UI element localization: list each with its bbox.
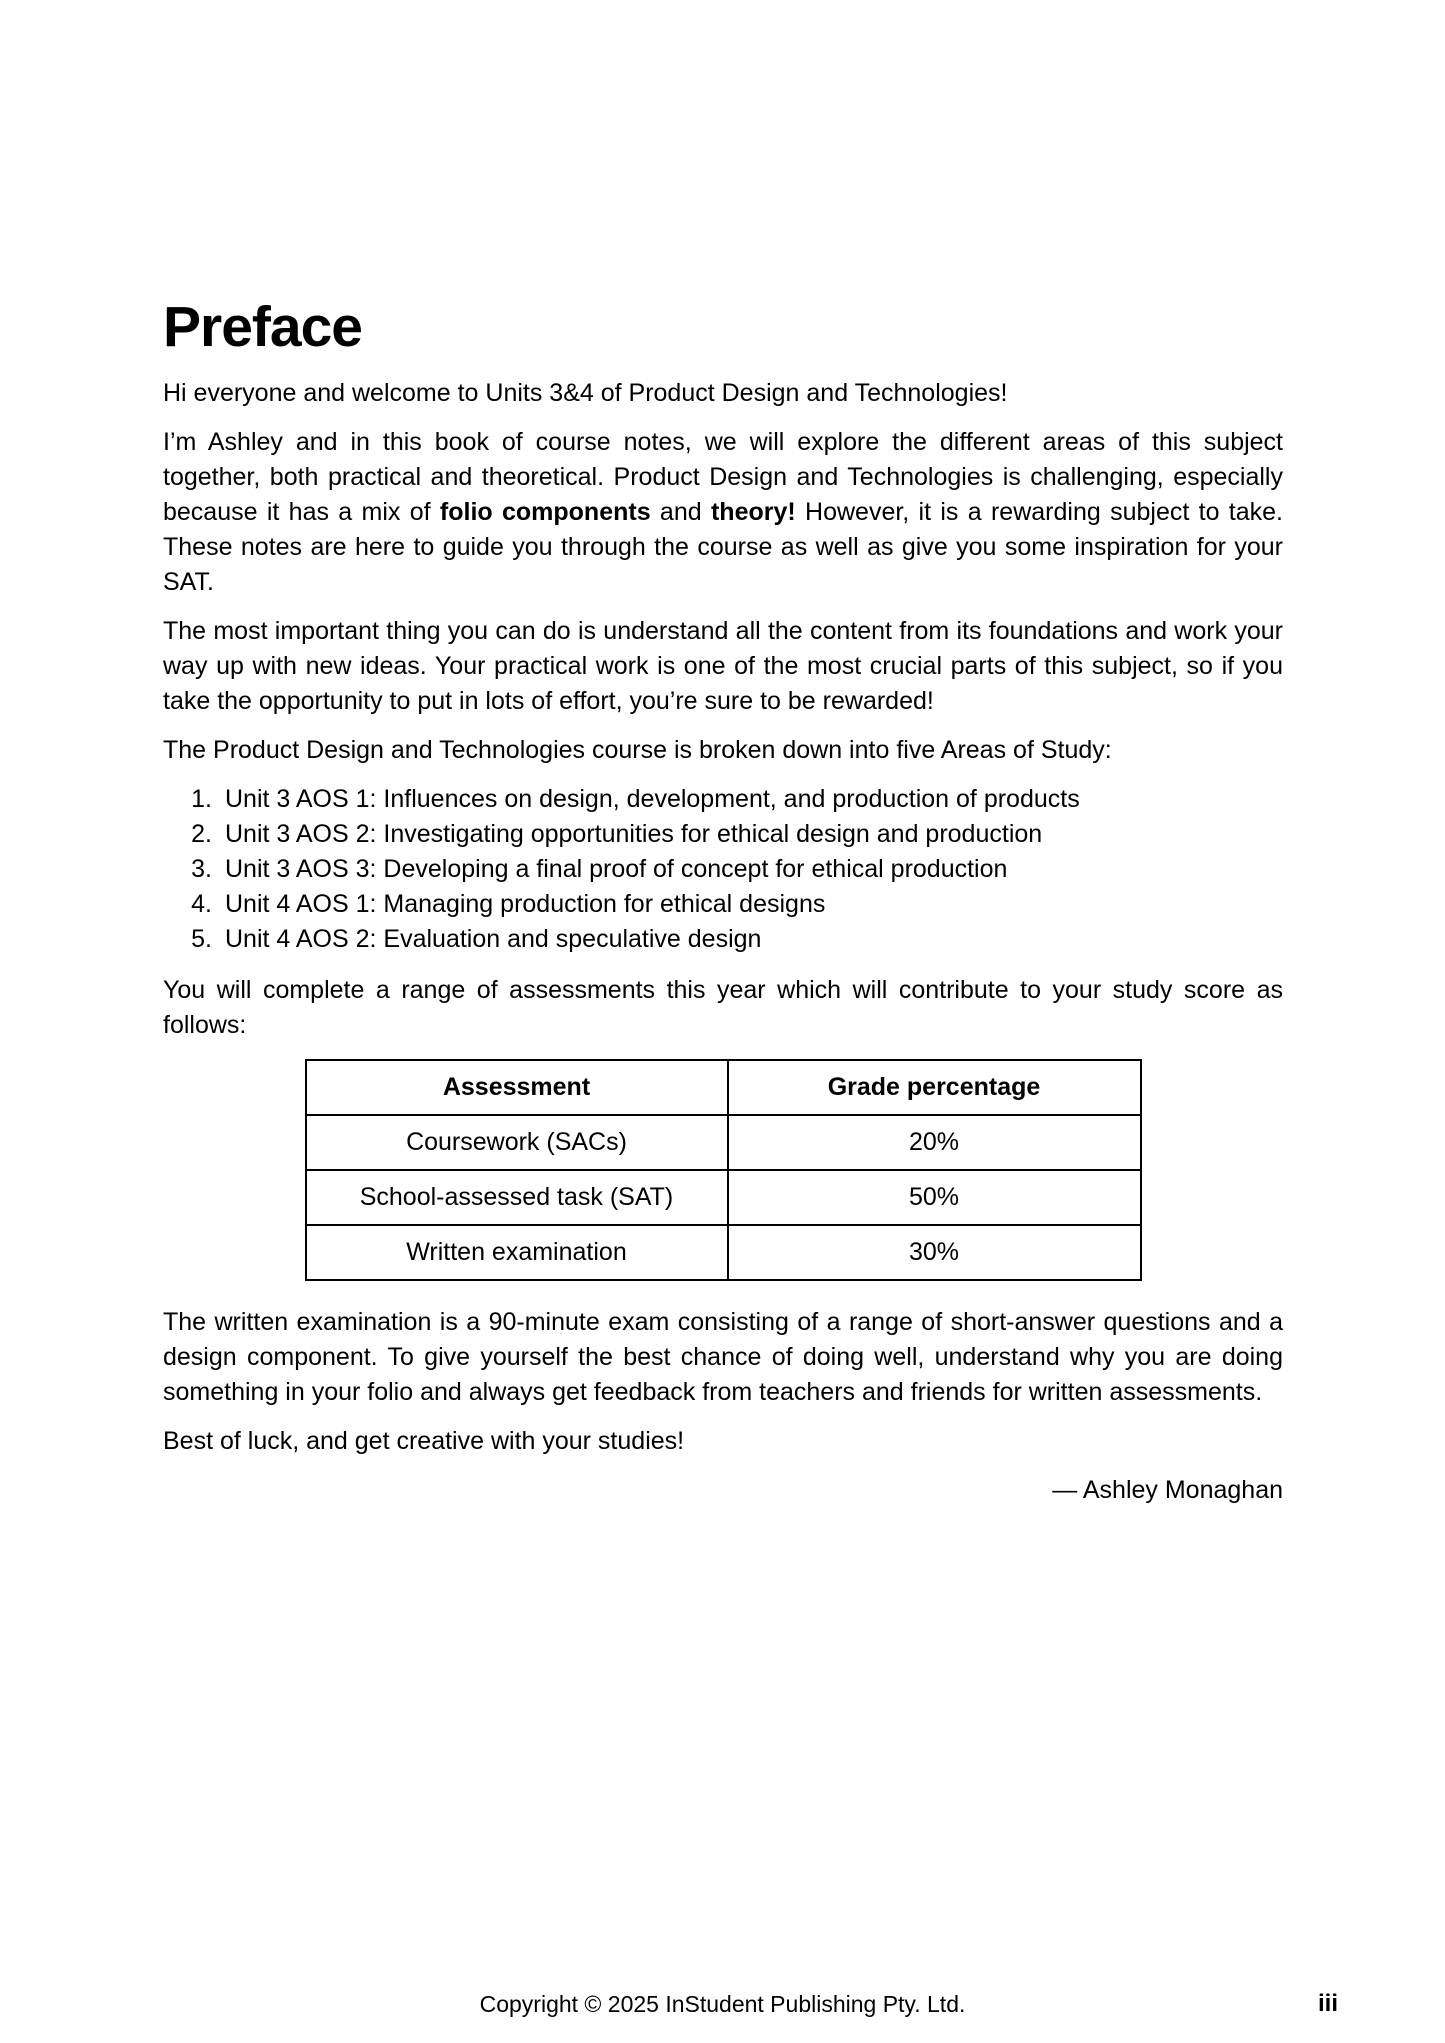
list-item-text: Unit 3 AOS 2: Investigating opportunities for ethical design and production xyxy=(225,820,1043,848)
page-number: iii xyxy=(1317,1990,1338,2017)
closing-paragraph: Best of luck, and get creative with your studies! xyxy=(163,1427,685,1455)
table-row xyxy=(306,1225,1141,1280)
page-footer xyxy=(0,1988,1445,2028)
list-item xyxy=(163,852,1283,887)
list-item-number: 4. xyxy=(191,890,212,918)
list-item xyxy=(163,887,1283,922)
table-cell-grade: 50% xyxy=(728,1170,1141,1225)
table-header-grade-percentage: Grade percentage xyxy=(728,1060,1141,1115)
list-item xyxy=(163,817,1283,852)
intro-paragraph: Hi everyone and welcome to Units 3&4 of Product Design and Technologies! xyxy=(163,379,1008,407)
footer-copyright: Copyright © 2025 InStudent Publishing Pty. Ltd. xyxy=(479,1991,966,2017)
assessments-paragraph: You will complete a range of assessments this year which will contribute to your study score as follows: xyxy=(163,976,1283,1039)
list-item-number: 5. xyxy=(191,925,212,953)
list-item-number: 2. xyxy=(191,820,212,848)
exam-paragraph: The written examination is a 90-minute exam consisting of a range of short-answer questions and a design component. To give yourself the best chance of doing well, understand why you are doing something in your folio and always get feedback from teachers and friends for written assessments. xyxy=(163,1308,1283,1406)
table-row xyxy=(306,1170,1141,1225)
folio-components-emphasis: folio components xyxy=(439,498,651,526)
breakdown-paragraph: The Product Design and Technologies course is broken down into five Areas of Study: xyxy=(163,736,1112,764)
list-item-text: Unit 3 AOS 1: Influences on design, development, and production of products xyxy=(225,785,1080,813)
table-cell-assessment: School-assessed task (SAT) xyxy=(306,1170,728,1225)
table-cell-assessment: Written examination xyxy=(306,1225,728,1280)
about-text-3: However, it is a rewarding subject to take. These notes are here to guide you through the course as well as give you some inspiration for your SAT. xyxy=(163,498,1283,596)
table-header-assessment: Assessment xyxy=(306,1060,728,1115)
table-cell-grade: 30% xyxy=(728,1225,1141,1280)
list-item-text: Unit 4 AOS 2: Evaluation and speculative design xyxy=(225,925,762,953)
theory-emphasis: theory! xyxy=(710,498,796,526)
list-item-text: Unit 4 AOS 1: Managing production for ethical designs xyxy=(225,890,826,918)
assessment-table xyxy=(305,1059,1142,1281)
about-paragraph xyxy=(163,425,1283,600)
list-item-text: Unit 3 AOS 3: Developing a final proof of concept for ethical production xyxy=(225,855,1008,883)
page-title: Preface xyxy=(163,295,362,359)
areas-of-study-list xyxy=(163,782,1283,957)
about-text-1: I’m Ashley and in this book of course notes, we will explore the different areas of this subject together, both practical and theoretical. Product Design and Technologies is challenging, especially because it has a mix of xyxy=(163,428,1283,526)
page-content xyxy=(163,296,1283,1522)
table-cell-assessment: Coursework (SACs) xyxy=(306,1115,728,1170)
about-text-2: and xyxy=(650,498,711,526)
list-item xyxy=(163,922,1283,957)
table-cell-grade: 20% xyxy=(728,1115,1141,1170)
table-header-row xyxy=(306,1060,1141,1115)
author-signature: — Ashley Monaghan xyxy=(1052,1476,1283,1504)
list-item-number: 1. xyxy=(191,785,212,813)
list-item-number: 3. xyxy=(191,855,212,883)
list-item xyxy=(163,782,1283,817)
table-row xyxy=(306,1115,1141,1170)
important-paragraph: The most important thing you can do is understand all the content from its foundations and work your way up with new ideas. Your practical work is one of the most crucial parts of this subject, so if you take the opportunity to put in lots of effort, you’re sure to be rewarded! xyxy=(163,617,1283,715)
